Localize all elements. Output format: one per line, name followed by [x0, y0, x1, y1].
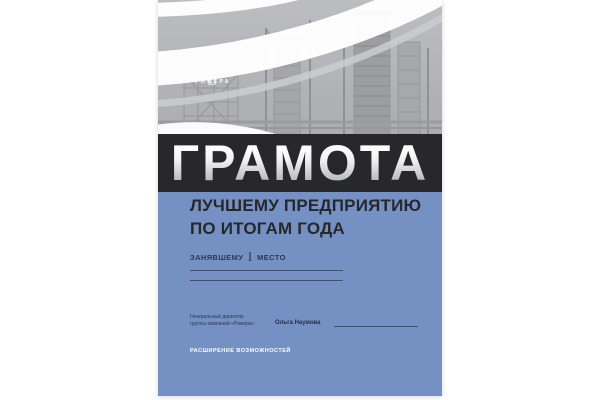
title-band: [158, 134, 442, 192]
rimera-logo-icon: [191, 77, 233, 85]
place-numeral: I: [247, 249, 253, 264]
place-prefix: ЗАНЯВШЕМУ: [190, 253, 244, 262]
brand-wordmark: РИМЕРА: [195, 79, 231, 85]
certificate-page: [158, 0, 442, 396]
certificate-subtitle: [190, 194, 421, 240]
place-statement: [190, 249, 286, 265]
fill-in-line-2: [190, 280, 343, 281]
signature-name: Ольга Наумова: [275, 320, 321, 326]
signature-line: [334, 316, 418, 327]
signature-role-line-1: Генеральный директор: [190, 314, 244, 320]
photo-band: [158, 0, 442, 134]
footer-slogan: РАСШИРЕНИЕ ВОЗМОЖНОСТЕЙ: [190, 348, 291, 354]
fill-in-line-1: [190, 270, 343, 271]
signature-role-line-2: группы компаний «Римера»: [190, 321, 255, 327]
industrial-photo-image: [158, 0, 442, 134]
certificate-title: ГРАМОТА: [170, 135, 430, 191]
subtitle-line-1: ЛУЧШЕМУ ПРЕДПРИЯТИЮ: [190, 196, 422, 215]
rimera-logo: [191, 77, 233, 85]
certificate-body: [158, 192, 442, 396]
place-suffix: МЕСТО: [257, 253, 286, 262]
subtitle-line-2: ПО ИТОГАМ ГОДА: [190, 219, 345, 238]
